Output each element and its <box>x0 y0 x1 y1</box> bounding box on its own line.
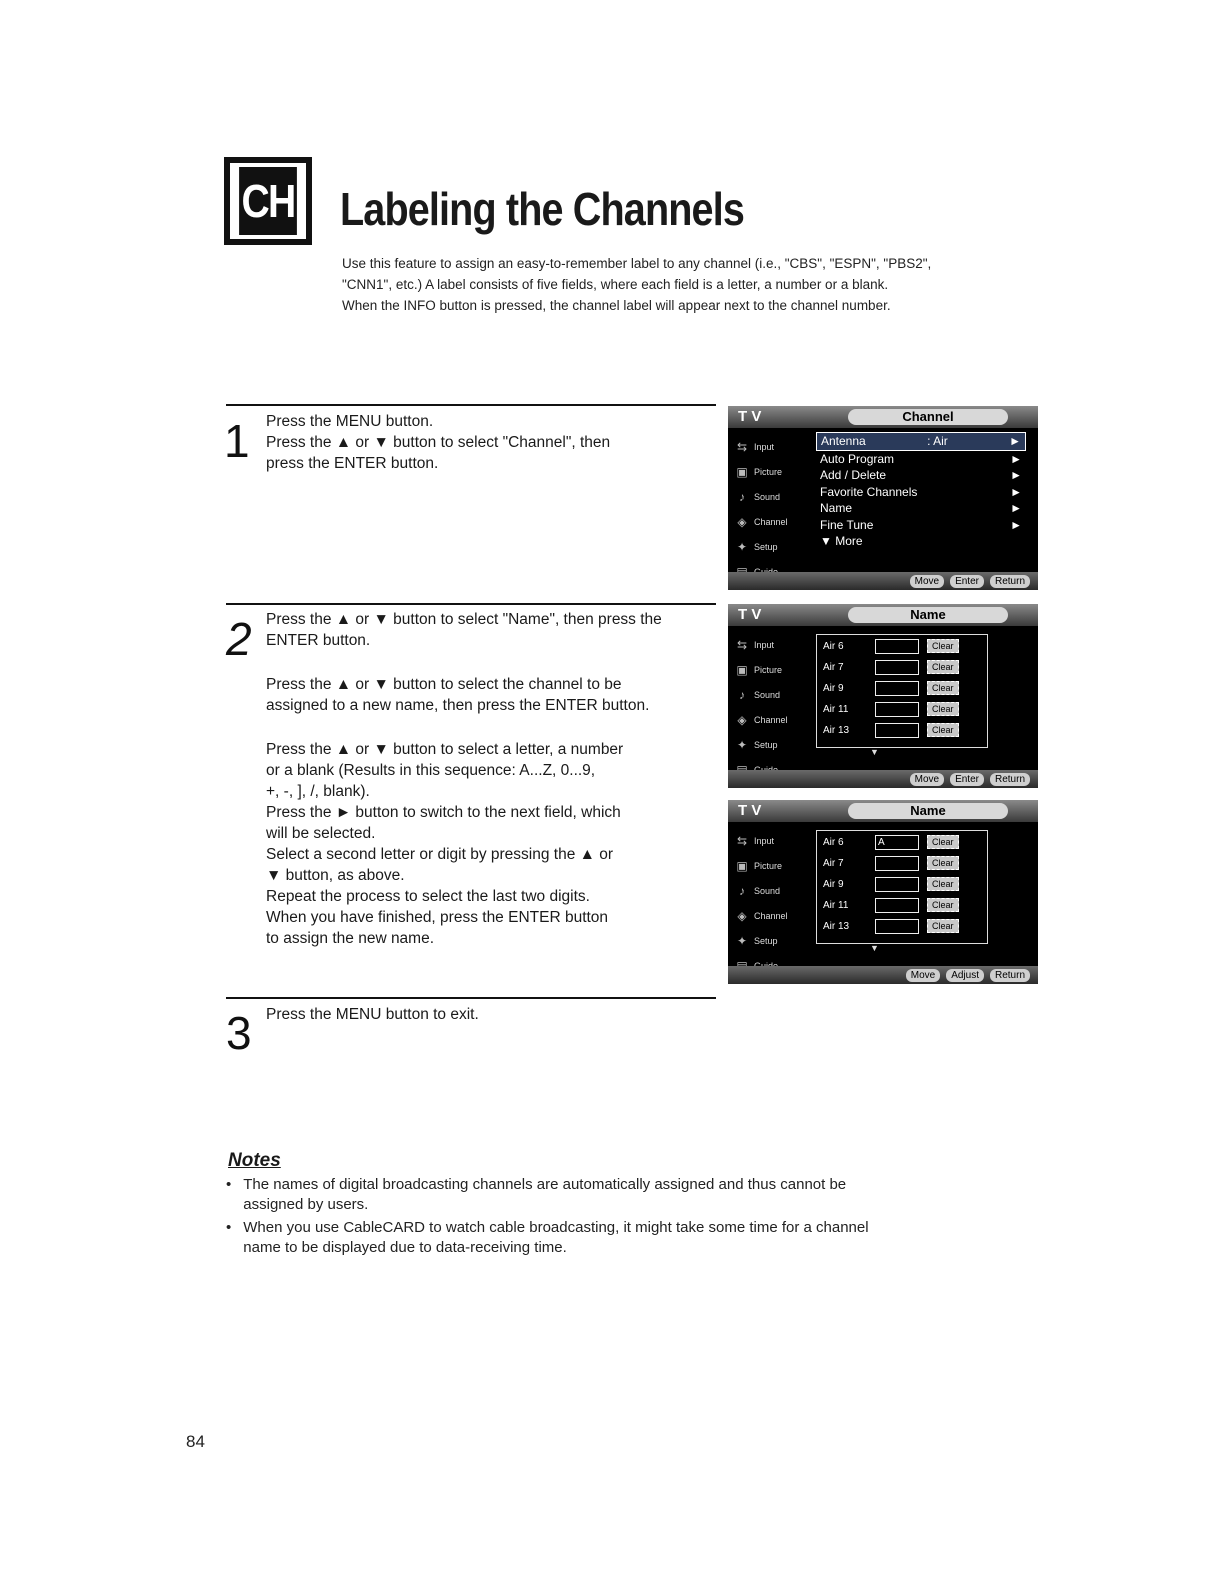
channel-menu-screenshot <box>728 406 1038 590</box>
name-field <box>875 898 919 913</box>
side-item-channel: ◈ Channel <box>734 707 810 732</box>
picture-icon: ▣ <box>736 858 748 873</box>
side-item-channel: ◈ Channel <box>734 903 810 928</box>
clear-button: Clear <box>927 898 959 912</box>
step-line: to assign the new name. <box>266 930 435 947</box>
note-line: assigned by users. <box>243 1196 369 1213</box>
side-item-setup: ✦ Setup <box>734 928 810 953</box>
name-row: Air 9 Clear <box>817 678 987 698</box>
side-item-channel: ◈ Channel <box>734 509 810 534</box>
ch-badge-text: CH <box>239 167 297 235</box>
side-menu <box>734 828 810 978</box>
step-line: ENTER button. <box>266 632 371 649</box>
return-hint: Return <box>990 969 1030 982</box>
notes-heading: Notes <box>228 1150 281 1171</box>
step-2-number: 2 <box>226 613 252 665</box>
side-item-setup: ✦ Setup <box>734 732 810 757</box>
clear-button: Clear <box>927 877 959 891</box>
intro-line: Use this feature to assign an easy-to-remember label to any channel (i.e., "CBS", "ESPN", "PBS2", <box>342 256 932 271</box>
side-item-sound: ♪ Sound <box>734 682 810 707</box>
screen-title-bar <box>728 604 1038 626</box>
menu-title: Channel <box>848 409 1008 425</box>
move-hint: Move <box>906 969 940 982</box>
step-line: will be selected. <box>266 825 376 842</box>
picture-icon: ▣ <box>736 662 748 677</box>
menu-row-antenna: Antenna : Air ► <box>816 432 1026 451</box>
step-divider <box>226 997 716 999</box>
input-icon: ⇆ <box>736 833 748 848</box>
tv-label: T V <box>738 408 762 425</box>
name-row: Air 11 Clear <box>817 895 987 915</box>
name-field <box>875 877 919 892</box>
step-line: Repeat the process to select the last two digits. <box>266 888 590 905</box>
return-hint: Return <box>990 575 1030 588</box>
side-item-input: ⇆ Input <box>734 632 810 657</box>
name-field <box>875 856 919 871</box>
step-line: ▼ button, as above. <box>266 867 405 884</box>
menu-title: Name <box>848 803 1008 819</box>
page-title: Labeling the Channels <box>340 183 744 235</box>
step-line: When you have finished, press the ENTER button <box>266 909 609 926</box>
menu-title: Name <box>848 607 1008 623</box>
name-row: Air 9 Clear <box>817 874 987 894</box>
adjust-hint: Adjust <box>946 969 984 982</box>
bullet-icon: • <box>226 1219 232 1236</box>
name-row: Air 13 Clear <box>817 916 987 936</box>
step-divider <box>226 404 716 406</box>
scroll-down-icon: ▼ <box>870 943 879 953</box>
step-line: Press the MENU button. <box>266 413 434 430</box>
name-field <box>875 723 919 738</box>
menu-row-auto-program: Auto Program ► <box>820 451 1022 466</box>
name-field <box>875 702 919 717</box>
name-field <box>875 660 919 675</box>
return-hint: Return <box>990 773 1030 786</box>
name-field <box>875 919 919 934</box>
name-row: Air 7 Clear <box>817 657 987 677</box>
bullet-icon: • <box>226 1176 232 1193</box>
intro-line: When the INFO button is pressed, the channel label will appear next to the channel number. <box>342 298 891 313</box>
step-line: Press the ▲ or ▼ button to select "Name", then press the <box>266 611 662 628</box>
enter-hint: Enter <box>950 773 984 786</box>
channel-menu-list <box>816 432 1026 550</box>
sound-icon: ♪ <box>739 687 745 702</box>
notes-list <box>226 1175 1006 1261</box>
picture-icon: ▣ <box>736 464 748 479</box>
step-line: +, -, ], /, blank). <box>266 783 370 800</box>
name-list-box <box>816 634 988 748</box>
screen-title-bar <box>728 406 1038 428</box>
step-line: Select a second letter or digit by pressing the ▲ or <box>266 846 614 863</box>
sound-icon: ♪ <box>739 489 745 504</box>
side-menu <box>734 434 810 584</box>
clear-button: Clear <box>927 856 959 870</box>
step-3-text <box>266 1004 716 1025</box>
step-3-number: 3 <box>226 1007 252 1059</box>
clear-button: Clear <box>927 681 959 695</box>
note-line: The names of digital broadcasting channels are automatically assigned and thus cannot be <box>243 1176 847 1193</box>
clear-button: Clear <box>927 919 959 933</box>
channel-icon: ◈ <box>737 712 747 727</box>
name-row: Air 6 Clear <box>817 636 987 656</box>
step-line: Press the ► button to switch to the next field, which <box>266 804 621 821</box>
name-row: Air 11 Clear <box>817 699 987 719</box>
step-line: assigned to a new name, then press the ENTER button. <box>266 697 650 714</box>
screen-title-bar <box>728 800 1038 822</box>
side-item-picture: ▣ Picture <box>734 657 810 682</box>
menu-row-more: ▼ More <box>820 534 863 549</box>
clear-button: Clear <box>927 660 959 674</box>
note-line: name to be displayed due to data-receiving time. <box>243 1239 567 1256</box>
menu-row-fine-tune: Fine Tune ► <box>820 517 1022 532</box>
name-list-box <box>816 830 988 944</box>
side-item-input: ⇆ Input <box>734 828 810 853</box>
name-field: A <box>875 835 919 850</box>
screen-help-bar <box>728 770 1038 788</box>
setup-icon: ✦ <box>736 539 748 554</box>
clear-button: Clear <box>927 723 959 737</box>
clear-button: Clear <box>927 702 959 716</box>
tv-label: T V <box>738 606 762 623</box>
side-item-picture: ▣ Picture <box>734 853 810 878</box>
intro-line: "CNN1", etc.) A label consists of five fields, where each field is a letter, a number or a blank. <box>342 277 889 292</box>
note-item <box>226 1175 1006 1215</box>
step-line: Press the ▲ or ▼ button to select a letter, a number <box>266 741 624 758</box>
enter-hint: Enter <box>950 575 984 588</box>
step-line: Press the MENU button to exit. <box>266 1006 479 1023</box>
menu-row-add-delete: Add / Delete ► <box>820 468 1022 483</box>
name-menu-screenshot <box>728 604 1038 788</box>
side-menu <box>734 632 810 782</box>
side-item-picture: ▣ Picture <box>734 459 810 484</box>
side-item-sound: ♪ Sound <box>734 484 810 509</box>
menu-row-name: Name ► <box>820 501 1022 516</box>
name-field <box>875 639 919 654</box>
step-line: Press the ▲ or ▼ button to select "Channel", then <box>266 434 611 451</box>
setup-icon: ✦ <box>736 737 748 752</box>
name-row: Air 7 Clear <box>817 853 987 873</box>
tv-label: T V <box>738 802 762 819</box>
step-1-number: 1 <box>224 415 250 467</box>
side-item-input: ⇆ Input <box>734 434 810 459</box>
note-line: When you use CableCARD to watch cable broadcasting, it might take some time for a channel <box>243 1219 869 1236</box>
input-icon: ⇆ <box>736 637 748 652</box>
note-item <box>226 1218 1006 1258</box>
step-line: Press the ▲ or ▼ button to select the channel to be <box>266 676 622 693</box>
step-line: or a blank (Results in this sequence: A...Z, 0...9, <box>266 762 596 779</box>
step-2-text <box>266 609 716 949</box>
channel-icon: ◈ <box>737 908 747 923</box>
name-field <box>875 681 919 696</box>
step-line: press the ENTER button. <box>266 455 439 472</box>
move-hint: Move <box>910 575 944 588</box>
step-1-text <box>266 411 711 474</box>
scroll-down-icon: ▼ <box>870 747 879 757</box>
sound-icon: ♪ <box>739 883 745 898</box>
clear-button: Clear <box>927 835 959 849</box>
ch-badge-icon <box>224 157 312 245</box>
name-edit-screenshot <box>728 800 1038 984</box>
channel-icon: ◈ <box>737 514 747 529</box>
name-row: Air 6 A Clear <box>817 832 987 852</box>
page-number: 84 <box>186 1432 205 1451</box>
setup-icon: ✦ <box>736 933 748 948</box>
step-divider <box>226 603 716 605</box>
input-icon: ⇆ <box>736 439 748 454</box>
clear-button: Clear <box>927 639 959 653</box>
move-hint: Move <box>910 773 944 786</box>
side-item-setup: ✦ Setup <box>734 534 810 559</box>
menu-row-favorite-channels: Favorite Channels ► <box>820 484 1022 499</box>
side-item-sound: ♪ Sound <box>734 878 810 903</box>
screen-help-bar <box>728 572 1038 590</box>
screen-help-bar <box>728 966 1038 984</box>
intro-paragraph <box>342 253 1042 316</box>
name-row: Air 13 Clear <box>817 720 987 740</box>
